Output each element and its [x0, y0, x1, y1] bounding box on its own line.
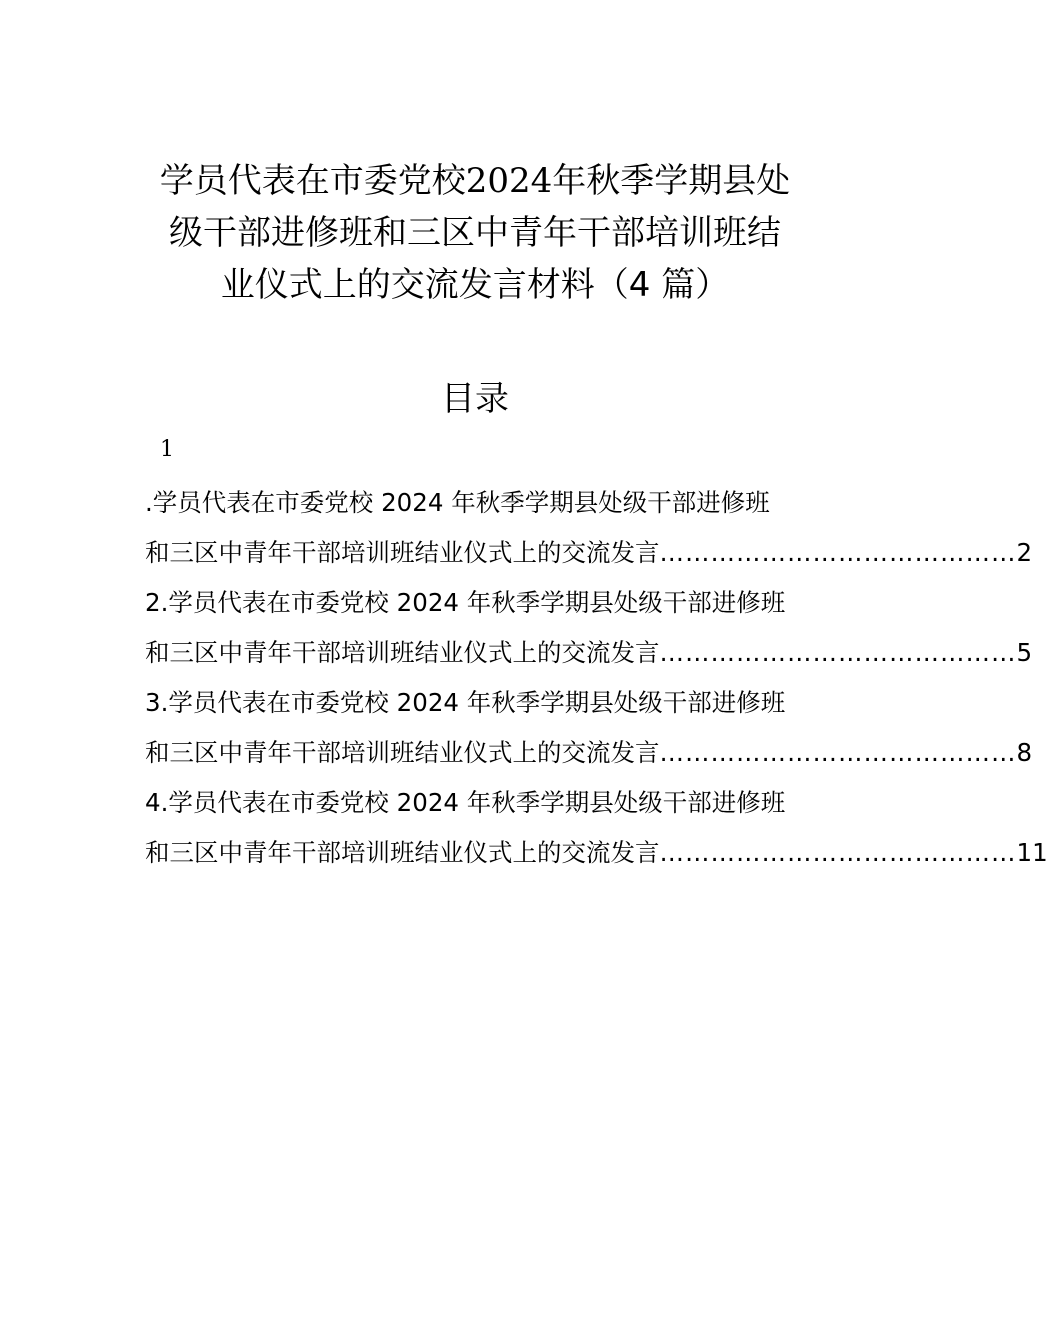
- toc-entry[interactable]: [145, 478, 1033, 578]
- toc-entry-line1: 4.学员代表在市委党校 2024 年秋季学期县处级干部进修班: [145, 788, 786, 817]
- toc-leader-dots: ……………………………………: [659, 838, 1017, 867]
- toc-entry-line2-text: 和三区中青年干部培训班结业仪式上的交流发言: [145, 738, 660, 767]
- title-line1-text-a: 学员代表在市委党校: [159, 161, 466, 201]
- toc-entry-line2-text: 和三区中青年干部培训班结业仪式上的交流发言: [145, 838, 660, 867]
- toc-leader-dots: ……………………………………: [659, 638, 1017, 667]
- toc-page-number: 8: [1016, 738, 1033, 767]
- toc-page-number: 11: [1016, 838, 1048, 867]
- toc-page-number: 5: [1016, 638, 1033, 667]
- toc-entry-line1: .学员代表在市委党校 2024 年秋季学期县处级干部进修班: [145, 488, 770, 517]
- document-title: [140, 155, 810, 311]
- toc-list: [145, 478, 1048, 878]
- title-line3: 业仪式上的交流发言材料（4 篇）: [220, 265, 730, 305]
- toc-stray-number: 1: [160, 437, 174, 462]
- toc-entry[interactable]: [145, 778, 1048, 878]
- toc-entry[interactable]: [145, 678, 1033, 778]
- toc-entry[interactable]: [145, 578, 1033, 678]
- toc-leader-dots: ……………………………………: [659, 538, 1017, 567]
- toc-entry-line2: [145, 728, 1033, 778]
- toc-entry-line1: 2.学员代表在市委党校 2024 年秋季学期县处级干部进修班: [145, 588, 786, 617]
- toc-entry-line2: [145, 828, 1048, 878]
- title-line1-text-b: 年秋季学期县处: [552, 161, 791, 201]
- toc-entry-line2-text: 和三区中青年干部培训班结业仪式上的交流发言: [145, 538, 660, 567]
- toc-entry-line2: [145, 628, 1033, 678]
- title-line2: 级干部进修班和三区中青年干部培训班结: [169, 213, 781, 253]
- toc-entry-line2-text: 和三区中青年干部培训班结业仪式上的交流发言: [145, 638, 660, 667]
- toc-leader-dots: ……………………………………: [659, 738, 1017, 767]
- title-line1-year: 2024: [465, 161, 553, 201]
- toc-entry-line1: 3.学员代表在市委党校 2024 年秋季学期县处级干部进修班: [145, 688, 786, 717]
- toc-heading: 目录: [441, 379, 509, 419]
- toc-entry-line2: [145, 528, 1033, 578]
- toc-page-number: 2: [1016, 538, 1033, 567]
